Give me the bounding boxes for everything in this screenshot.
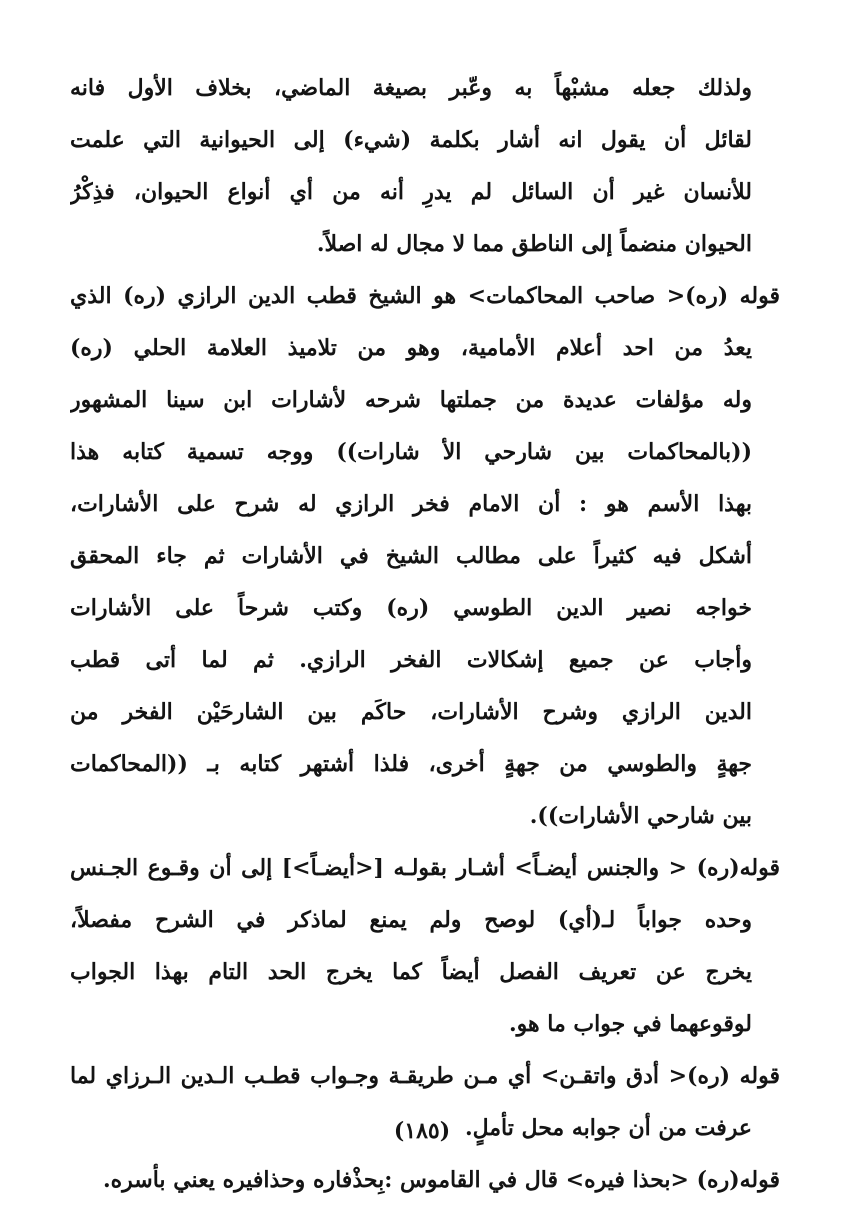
text-line: بهذا الأسم هو : أن الامام فخر الرازي له شرح على الأشارات،: [70, 491, 752, 517]
text-line: يخرج عن تعريف الفصل أيضاً كما يخرج الحد التام بهذا الجواب: [70, 959, 752, 985]
page-number: (١٨٥): [393, 1118, 451, 1144]
text-line: قوله (ره)< صاحب المحاكمات> هو الشيخ قطب الدين الرازي (ره) الذي: [70, 283, 780, 309]
text-line: ((بالمحاكمات بين شارحي الأ شارات)) ووجه تسمية كتابه هذا: [70, 439, 752, 465]
text-line: يعدُ من احد أعلام الأمامية، وهو من تلاميذ العلامة الحلي (ره): [70, 335, 752, 361]
body-text: [70, 62, 780, 1206]
text-line: جهةٍ والطوسي من جهةٍ أخرى، فلذا أشتهر كتابه بـ ((المحاكمات: [70, 751, 752, 777]
text-line: قوله(ره) <بحذا فيره> قال في القاموس :بِحذْفاره وحذافيره يعني بأسره.: [102, 1167, 780, 1193]
paragraph-muhakamat: [70, 270, 780, 842]
text-line: الدين الرازي وشرح الأشارات، حاكَم بين الشارحَيْن الفخر من: [70, 699, 752, 725]
text-line: خواجه نصير الدين الطوسي (ره) وكتب شرحاً على الأشارات: [70, 595, 752, 621]
paragraph-jins: [70, 842, 780, 1050]
text-line: لوقوعهما في جواب ما هو.: [508, 1011, 752, 1037]
paragraph-hadhafir: [70, 1154, 780, 1206]
paragraph-continuation: [70, 62, 780, 270]
text-line: لقائل أن يقول انه أشار بكلمة (شيء) إلى الحيوانية التي علمت: [70, 127, 752, 153]
text-line: عرفت من أن جوابه محل تأملٍ.: [464, 1115, 752, 1141]
text-line: أشكل فيه كثيراً على مطالب الشيخ في الأشارات ثم جاء المحقق: [70, 543, 752, 569]
text-line: الحيوان منضماً إلى الناطق مما لا مجال له اصلاً.: [316, 231, 752, 257]
text-line: ولذلك جعله مشبْهاً به وعّبر بصيغة الماضي، بخلاف الأول فانه: [70, 75, 752, 101]
text-line: قوله (ره)< أدق واتقـن> أي مـن طريقـة وجـواب قطـب الـدين الـرزاي لما: [70, 1063, 780, 1089]
text-line: بين شارحي الأشارات)).: [529, 803, 752, 829]
text-line: للأنسان غير أن السائل لم يدرِ أنه من أي أنواع الحيوان، فذِكْرُ: [70, 179, 752, 205]
text-line: قوله(ره) < والجنس أيضـاً> أشـار بقولـه [<أيضـاً>] إلى أن وقـوع الجـنس: [70, 855, 780, 881]
text-line: وأجاب عن جميع إشكالات الفخر الرازي. ثم لما أتى قطب: [70, 647, 752, 673]
text-line: وحده جواباً لـ(أي) لوصح ولم يمنع لماذكر في الشرح مفصلاً،: [70, 907, 752, 933]
text-line: وله مؤلفات عديدة من جملتها شرحه لأشارات ابن سينا المشهور: [70, 387, 752, 413]
